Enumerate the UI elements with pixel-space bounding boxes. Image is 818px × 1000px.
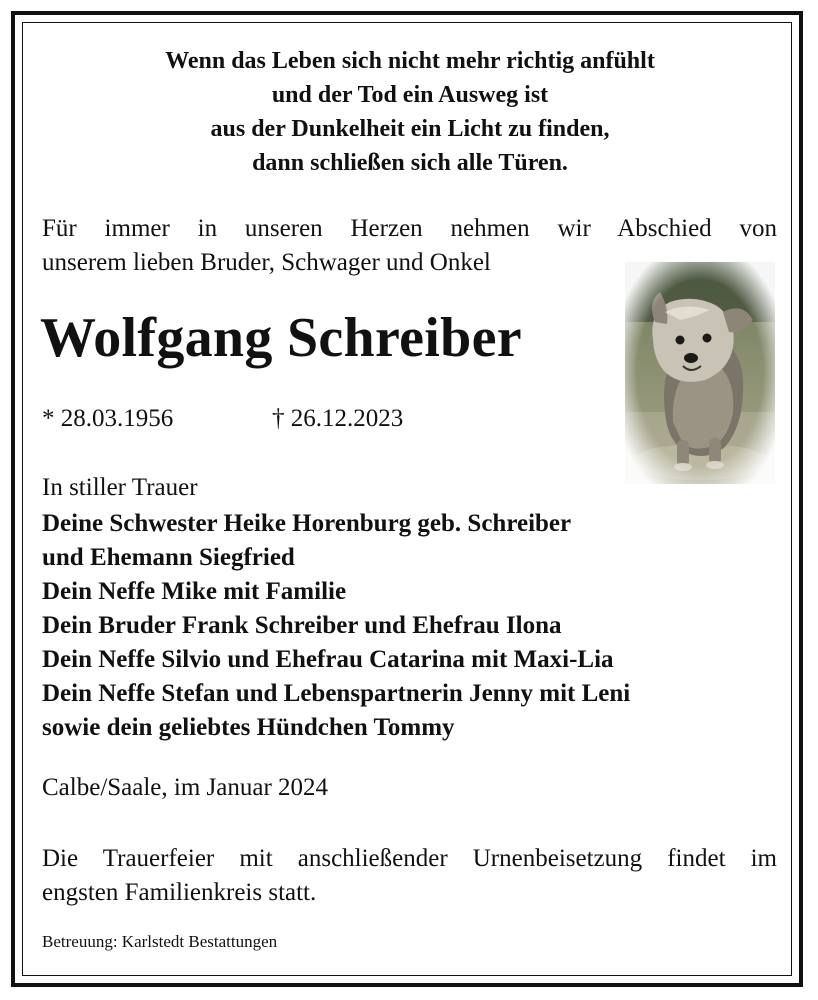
- list-item: Dein Neffe Silvio und Ehefrau Catarina mit Maxi-Lia: [42, 646, 614, 673]
- dog-photo: [625, 262, 775, 484]
- list-item: und Ehemann Siegfried: [42, 544, 295, 571]
- funeral-home-credit: Betreuung: Karlstedt Bestattungen: [42, 932, 278, 951]
- death-date: † 26.12.2023: [272, 405, 404, 432]
- list-item: Dein Bruder Frank Schreiber und Ehefrau Ilona: [42, 612, 562, 639]
- service-line: engsten Familienkreis statt.: [42, 879, 317, 906]
- poem-line: und der Tod ein Ausweg ist: [271, 82, 549, 108]
- intro-line: Für immer in unseren Herzen nehmen wir Abschied von: [42, 215, 777, 242]
- poem-line: aus der Dunkelheit ein Licht zu finden,: [210, 116, 610, 142]
- service-note: [42, 842, 777, 910]
- mourner-list: [42, 507, 630, 745]
- list-item: Deine Schwester Heike Horenburg geb. Schreiber: [42, 510, 572, 537]
- deceased-name: Wolfgang Schreiber: [40, 307, 522, 369]
- poem-line: dann schließen sich alle Türen.: [252, 150, 568, 176]
- intro-line: unserem lieben Bruder, Schwager und Onkel: [42, 249, 491, 276]
- place-date: Calbe/Saale, im Januar 2024: [42, 774, 329, 801]
- mourning-lead: In stiller Trauer: [42, 474, 198, 501]
- list-item: Dein Neffe Mike mit Familie: [42, 578, 347, 605]
- poem-line: Wenn das Leben sich nicht mehr richtig anfühlt: [165, 48, 655, 74]
- birth-date: * 28.03.1956: [42, 405, 174, 432]
- service-line: Die Trauerfeier mit anschließender Urnenbeisetzung findet im: [42, 845, 777, 872]
- poem: [60, 44, 760, 180]
- list-item: sowie dein geliebtes Hündchen Tommy: [42, 714, 455, 741]
- list-item: Dein Neffe Stefan und Lebenspartnerin Jenny mit Leni: [42, 680, 631, 707]
